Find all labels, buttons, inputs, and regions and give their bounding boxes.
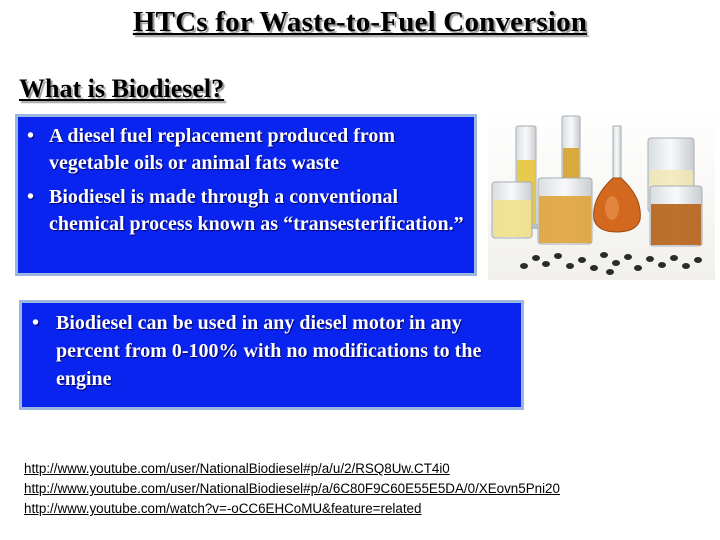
bullet-text: A diesel fuel replacement produced from vegetable oils or animal fats waste [49,125,396,174]
bullet-item [22,309,515,393]
slide-subtitle: What is Biodiesel? [19,74,225,103]
bullet-text: Biodiesel is made through a conventional chemical process known as “transesterification.” [49,186,464,235]
bullet-item [18,123,468,177]
youtube-link[interactable]: http://www.youtube.com/user/NationalBiodiesel#p/a/6C80F9C60E55E5DA/0/XEovn5Pni20 [24,481,560,496]
youtube-link[interactable]: http://www.youtube.com/watch?v=-oCC6EHCoMU&feature=related [24,501,422,516]
usage-box [19,300,524,410]
bullet-text: Biodiesel can be used in any diesel motor in any percent from 0-100% with no modifications to the engine [56,312,482,390]
bullet-icon: • [27,186,35,208]
reference-links [24,459,560,519]
bullet-item [18,184,468,238]
bullet-icon: • [32,312,40,334]
bullet-icon: • [27,125,35,147]
biodiesel-glassware-image [488,108,715,280]
youtube-link[interactable]: http://www.youtube.com/user/NationalBiodiesel#p/a/u/2/RSQ8Uw.CT4i0 [24,461,450,476]
definition-box [15,114,477,276]
slide-title: HTCs for Waste-to-Fuel Conversion [132,6,588,38]
